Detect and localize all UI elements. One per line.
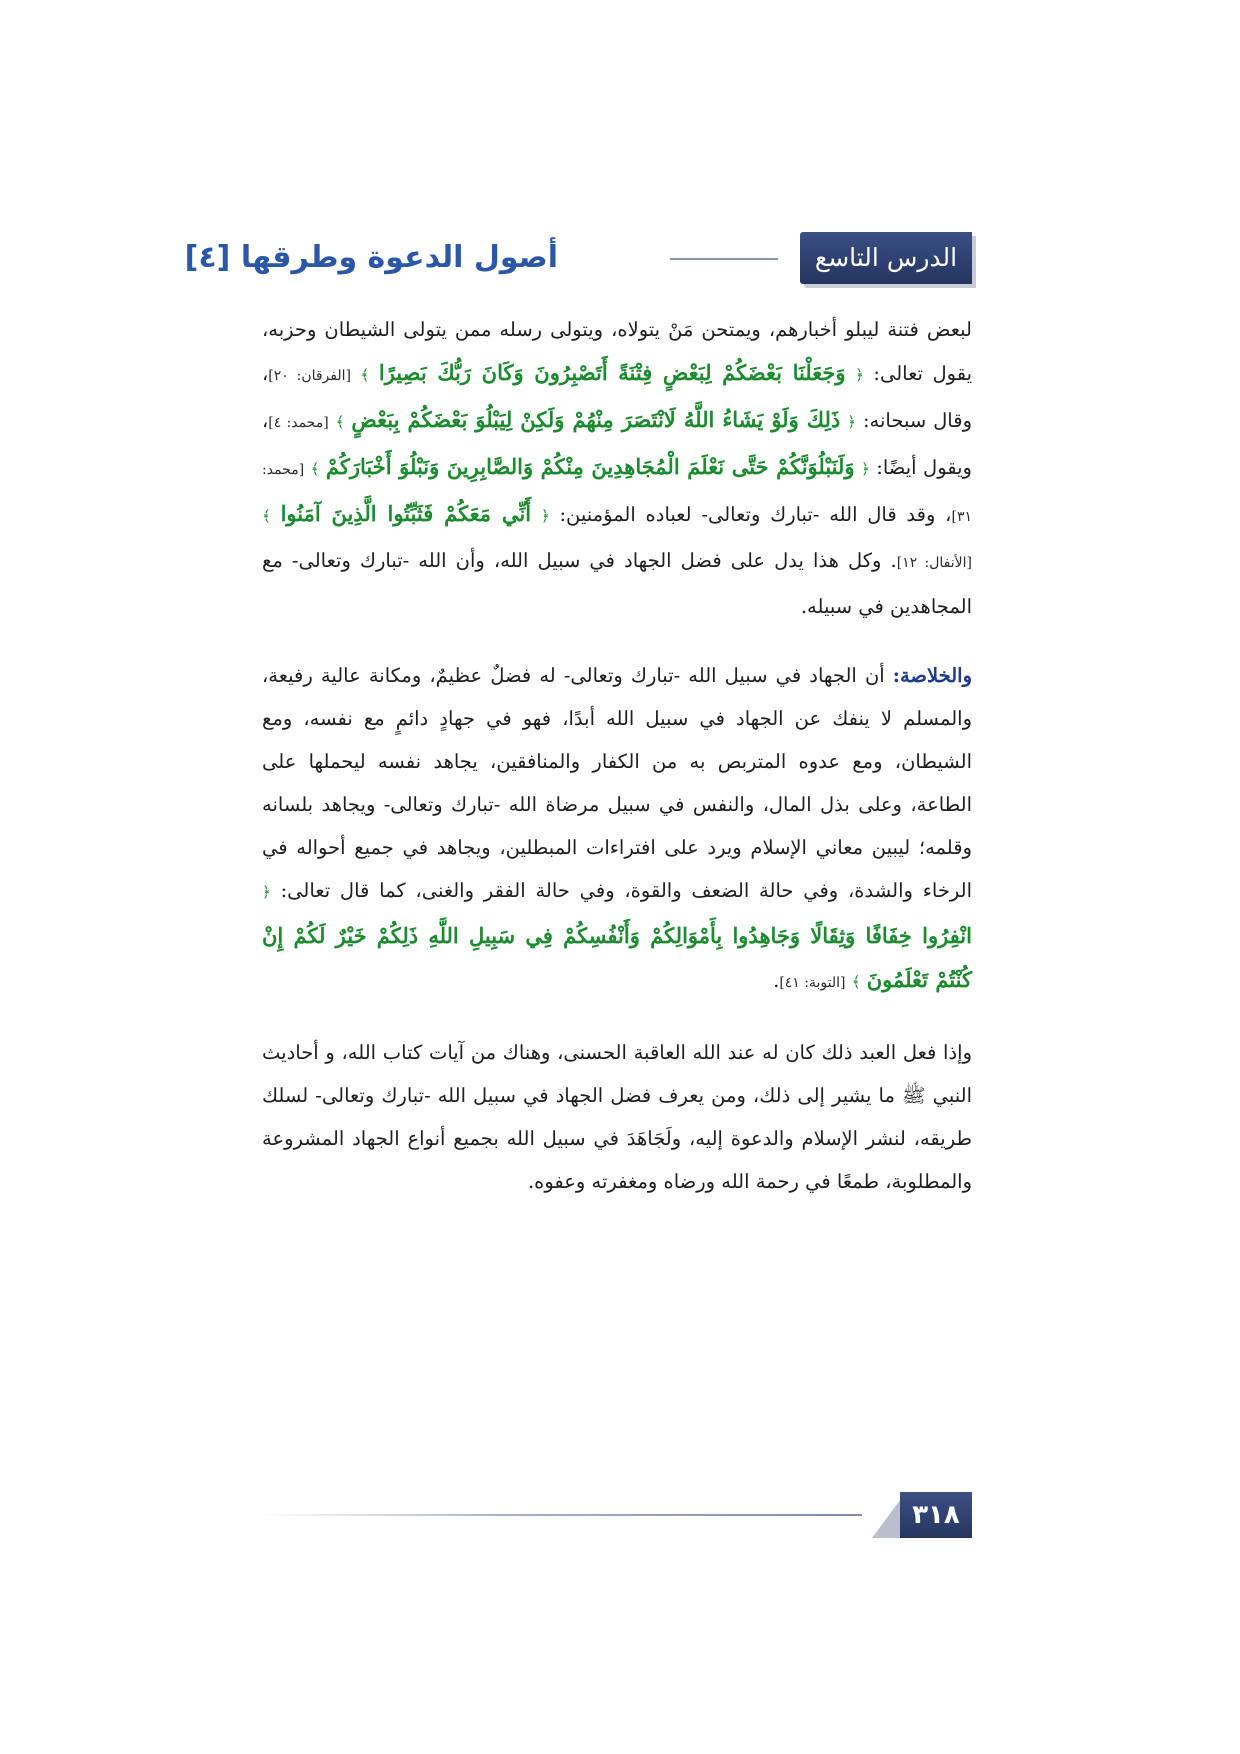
ornate-bracket-open: ﴿: [861, 460, 870, 478]
verse-reference: [التوبة: ٤١]: [779, 975, 846, 991]
summary-label: والخلاصة:: [892, 664, 972, 687]
main-content: [262, 308, 972, 1203]
verse-reference: [الفرقان: ٢٠]: [268, 368, 351, 384]
paragraph-text: . وكل هذا يدل على فضل الجهاد في سبيل الله، وأن الله -تبارك وتعالى- مع المجاهدين في سبيله.: [262, 549, 972, 618]
footer-divider: [262, 1514, 862, 1516]
ornate-bracket-close: ﴾: [851, 973, 861, 991]
ornate-bracket-open: ﴿: [540, 507, 550, 525]
page-header: [184, 232, 972, 284]
paragraph-text: ، وقد قال الله -تبارك وتعالى- لعباده المؤمنين:: [549, 503, 952, 526]
paragraph-text: لبعض فتنة ليبلو أخبارهم، ويمتحن مَنْ يتولاه، ويتولى رسله ممن يتولى الشيطان وحزبه، يقول تعالى:: [262, 318, 973, 385]
paragraph-text: ، ويقول أيضًا:: [262, 409, 972, 479]
ornate-bracket-close: ﴾: [335, 413, 345, 431]
lesson-badge: الدرس التاسع: [800, 232, 972, 284]
paragraph-2: [262, 654, 972, 1005]
header-divider: [670, 258, 778, 260]
verse-reference: [محمد: ٤]: [268, 415, 329, 431]
page-number: ٣١٨: [900, 1492, 972, 1538]
ornate-bracket-open: ﴿: [847, 413, 856, 431]
ornate-bracket-open: ﴿: [262, 883, 271, 901]
ornate-bracket-open: ﴿: [855, 366, 864, 384]
quran-verse: ذَلِكَ وَلَوْ يَشَاءُ اللَّهُ لَانْتَصَرَ مِنْهُمْ وَلَكِنْ لِيَبْلُوَ بَعْضَكُمْ بِبَعْضٍ: [351, 407, 841, 432]
paragraph-text: ، وقال سبحانه:: [262, 362, 972, 432]
ornate-bracket-close: ﴾: [262, 507, 271, 525]
paragraph-1: [262, 308, 972, 628]
ornate-bracket-close: ﴾: [310, 460, 320, 478]
verse-reference: [محمد: ٣١]: [262, 462, 972, 525]
paragraph-text: أن الجهاد في سبيل الله -تبارك وتعالى- له فضلٌ عظيمٌ، ومكانة عالية رفيعة، والمسلم لا ينفك عن الجهاد في سبيل الله أبدًا، فهو في جهادٍ دائمٍ مع نفسه، ومع الشيطان، ومع عدوه المتربص به من الكفار والمنافقين، يجاهد نفسه ليحملها على الطاعة، وعلى بذل المال، والنفس في سبيل مرضاة الله -تبارك وتعالى- ويجاهد بلسانه وقلمه؛ ليبين معاني الإسلام ويرد على افتراءات المبطلين، ويجاهد في جميع أحواله في الرخاء والشدة، وفي حالة الضعف والقوة، وفي حالة الفقر والغنى، كما قال تعالى:: [262, 664, 972, 902]
quran-verse: أَنِّي مَعَكُمْ فَثَبِّتُوا الَّذِينَ آمَنُوا: [280, 501, 532, 526]
ornate-bracket-close: ﴾: [360, 366, 370, 384]
page-footer: [262, 1492, 972, 1538]
paragraph-3: وإذا فعل العبد ذلك كان له عند الله العاقبة الحسنى، وهناك من آيات كتاب الله، و أحاديث النبي ﷺ ما يشير إلى ذلك، ومن يعرف فضل الجهاد في سبيل الله -تبارك وتعالى- لسلك طريقه، لنشر الإسلام والدعوة إليه، ولَجَاهَدَ في سبيل الله بجميع أنواع الجهاد المشروعة والمطلوبة، طمعًا في رحمة الله ورضاه ومغفرته وعفوه.: [262, 1041, 972, 1193]
quran-verse: وَلَنَبْلُوَنَّكُمْ حَتَّى نَعْلَمَ الْمُجَاهِدِينَ مِنْكُمْ وَالصَّابِرِينَ وَنَبْلُوَ أَخْبَارَكُمْ: [325, 454, 855, 479]
quran-verse: انْفِرُوا خِفَافًا وَثِقَالًا وَجَاهِدُوا بِأَمْوَالِكُمْ وَأَنْفُسِكُمْ فِي سَبِيلِ اللَّهِ ذَلِكُمْ خَيْرٌ لَكُمْ إِنْ كُنْتُمْ تَعْلَمُونَ: [262, 923, 972, 992]
quran-verse: وَجَعَلْنَا بَعْضَكُمْ لِبَعْضٍ فِتْنَةً أَتَصْبِرُونَ وَكَانَ رَبُّكَ بَصِيرًا: [378, 360, 846, 385]
book-title: أصول الدعوة وطرقها [٤]: [184, 240, 558, 275]
paragraph-text: .: [773, 969, 780, 992]
verse-reference: [الأنفال: ١٢]: [896, 555, 972, 571]
